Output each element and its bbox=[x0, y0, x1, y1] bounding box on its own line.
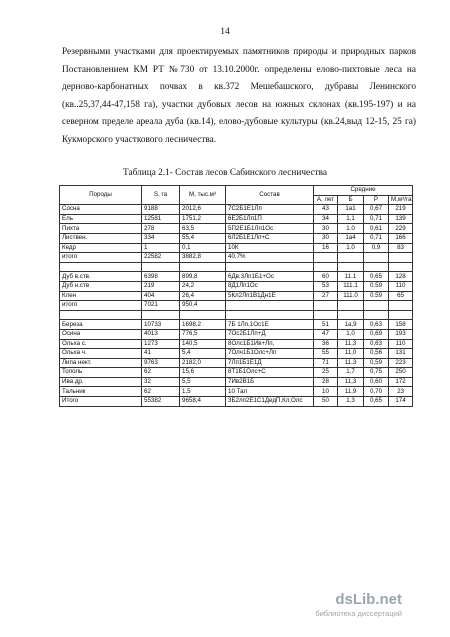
table-row bbox=[60, 387, 413, 397]
table-cell: 1751,2 bbox=[180, 214, 226, 224]
table-cell: 140,5 bbox=[180, 339, 226, 349]
header-stock-per-ha: М,м³/га bbox=[389, 195, 413, 205]
header-area: S, га bbox=[142, 186, 180, 205]
table-cell: 30 bbox=[314, 233, 338, 243]
table-cell: 9658,4 bbox=[180, 397, 226, 407]
table-cell: 7Олч1Б1Олс+Лп bbox=[226, 349, 314, 359]
table-cell: 6Е2Б1Лп1П bbox=[226, 214, 314, 224]
table-cell bbox=[314, 253, 338, 263]
table-cell: 10К bbox=[226, 243, 314, 253]
table-cell: 5Кл2Лп1В1Дн1Е bbox=[226, 291, 314, 301]
table-cell: 110 bbox=[389, 339, 413, 349]
table-cell: 9188 bbox=[142, 205, 180, 215]
table-cell: 0,69 bbox=[364, 329, 389, 339]
table-cell: 5,4 bbox=[180, 349, 226, 359]
table-row bbox=[60, 205, 413, 215]
table-cell: 1,5 bbox=[180, 387, 226, 397]
table-cell: 24,2 bbox=[180, 281, 226, 291]
header-age: А, лет bbox=[314, 195, 338, 205]
table-cell: 0,61 bbox=[364, 224, 389, 234]
table-cell: 60 bbox=[314, 272, 338, 282]
table-cell: 10 Тал bbox=[226, 387, 314, 397]
table-cell: 229 bbox=[389, 224, 413, 234]
table-cell: 111.0 bbox=[338, 291, 364, 301]
table-row bbox=[60, 272, 413, 282]
table-cell: 30 bbox=[314, 224, 338, 234]
table-row bbox=[60, 243, 413, 253]
spacer-cell bbox=[226, 310, 314, 320]
table-cell: 65 bbox=[389, 291, 413, 301]
table-cell: 28 bbox=[314, 377, 338, 387]
table-cell: Клен bbox=[60, 291, 142, 301]
table-cell: 2012,6 bbox=[180, 205, 226, 215]
table-cell: 63,5 bbox=[180, 224, 226, 234]
table-cell: 12581 bbox=[142, 214, 180, 224]
table-cell: Ива др. bbox=[60, 377, 142, 387]
table-cell: 40.7% bbox=[226, 253, 314, 263]
table-cell bbox=[314, 301, 338, 311]
table-cell: 131 bbox=[389, 349, 413, 359]
table-cell: 50 bbox=[314, 397, 338, 407]
table-cell bbox=[389, 301, 413, 311]
spacer-cell bbox=[142, 262, 180, 272]
table-cell: Итого bbox=[60, 397, 142, 407]
table-cell bbox=[338, 253, 364, 263]
table-cell: 11.1 bbox=[338, 272, 364, 282]
table-cell: 0,59 bbox=[364, 358, 389, 368]
table-cell: Листвен. bbox=[60, 233, 142, 243]
table-cell: 0,60 bbox=[364, 377, 389, 387]
table-cell bbox=[364, 301, 389, 311]
table-cell: 11,3 bbox=[338, 377, 364, 387]
table-cell bbox=[226, 301, 314, 311]
table-cell: 166 bbox=[389, 233, 413, 243]
table-cell: 43 bbox=[314, 205, 338, 215]
spacer-cell bbox=[338, 310, 364, 320]
table-cell: 158 bbox=[389, 320, 413, 330]
table-cell: 32 bbox=[142, 377, 180, 387]
body-paragraph: Резервными участками для проектируемых памятников природы и природных парков Постановлением КМ РТ №730 от 13.10.2000г. определены елово-пихтовые леса на дерново-карбонатных почвах в кв.372 Мешебашского, дубравы Ленинского (кв..25,37,44-47,158 га), участки дубовых лесов на южных склонах (кв.195-197) и на северном пределе ареала дуба (кв.14), елово-дубовые культуры (кв.24,выд 12-15, 25 га) Кукморского участкового лесничества. bbox=[62, 47, 416, 145]
table-row bbox=[60, 291, 413, 301]
table-cell bbox=[338, 301, 364, 311]
table-cell: Пихта bbox=[60, 224, 142, 234]
table-cell: 174 bbox=[389, 397, 413, 407]
header-averages: Средние bbox=[314, 186, 413, 196]
table-cell: 5,5 bbox=[180, 377, 226, 387]
table-row bbox=[60, 358, 413, 368]
table-cell: Сосна bbox=[60, 205, 142, 215]
spacer-cell bbox=[60, 310, 142, 320]
table-cell: 3Б2лп2Е1С1ДедП,Кл,Олс bbox=[226, 397, 314, 407]
table-cell: 334 bbox=[142, 233, 180, 243]
table-cell: итого bbox=[60, 301, 142, 311]
forest-composition-table bbox=[59, 185, 413, 407]
table-cell bbox=[389, 253, 413, 263]
table-row bbox=[60, 320, 413, 330]
table-cell: Кедр bbox=[60, 243, 142, 253]
table-cell: Ольха ч. bbox=[60, 349, 142, 359]
table-cell: 11,3 bbox=[338, 358, 364, 368]
watermark-subtitle: библиотека диссертаций bbox=[315, 609, 402, 618]
table-cell: 0,75 bbox=[364, 368, 389, 378]
table-cell: 0,63 bbox=[364, 320, 389, 330]
table-row bbox=[60, 281, 413, 291]
table-row bbox=[60, 368, 413, 378]
header-density: Р bbox=[364, 195, 389, 205]
table-cell: 36 bbox=[314, 339, 338, 349]
table-cell: Дуб в.ств. bbox=[60, 272, 142, 282]
table-cell: 5П2Е1Б1Лп1Ос bbox=[226, 224, 314, 234]
table-cell: 1.0 bbox=[338, 224, 364, 234]
table-body bbox=[60, 205, 413, 406]
spacer-cell bbox=[180, 262, 226, 272]
spacer-cell bbox=[338, 262, 364, 272]
table-cell: 41 bbox=[142, 349, 180, 359]
table-row bbox=[60, 253, 413, 263]
table-cell: 0.65 bbox=[364, 272, 389, 282]
spacer-cell bbox=[180, 310, 226, 320]
table-cell: 776,5 bbox=[180, 329, 226, 339]
table-cell: 53 bbox=[314, 281, 338, 291]
table-cell: 34 bbox=[314, 214, 338, 224]
table-cell: 25 bbox=[314, 368, 338, 378]
table-cell: 3882,8 bbox=[180, 253, 226, 263]
table-cell: 51 bbox=[314, 320, 338, 330]
table-cell: 404 bbox=[142, 291, 180, 301]
table-cell: 16 bbox=[314, 243, 338, 253]
table-cell: 9763 bbox=[142, 358, 180, 368]
table-cell: 71 bbox=[314, 358, 338, 368]
table-cell: 111.1 bbox=[338, 281, 364, 291]
spacer-cell bbox=[60, 262, 142, 272]
table-cell: 2182,0 bbox=[180, 358, 226, 368]
spacer-row bbox=[60, 310, 413, 320]
table-cell: 139 bbox=[389, 214, 413, 224]
table-cell: 55382 bbox=[142, 397, 180, 407]
table-cell: 7С2Б1Е1Лп bbox=[226, 205, 314, 215]
table-cell: 4013 bbox=[142, 329, 180, 339]
spacer-cell bbox=[364, 262, 389, 272]
table-cell: 0,70 bbox=[364, 387, 389, 397]
table-cell: 1а4 bbox=[338, 233, 364, 243]
table-cell: 0.59 bbox=[364, 281, 389, 291]
table-cell: 0,65 bbox=[364, 397, 389, 407]
table-cell: 7Ив2В1Б bbox=[226, 377, 314, 387]
table-caption: Таблица 2.1- Состав лесов Сабинского лесничества bbox=[123, 168, 327, 178]
table-cell: 7Ос2Б1Лп+Д bbox=[226, 329, 314, 339]
table-cell: 278 bbox=[142, 224, 180, 234]
table-cell: 10 bbox=[314, 387, 338, 397]
table-cell: 11,0 bbox=[338, 349, 364, 359]
table-cell: 0,9 bbox=[364, 243, 389, 253]
table-cell: 1,7 bbox=[338, 368, 364, 378]
table-cell: 7Лп1Б1Е1Д bbox=[226, 358, 314, 368]
table-cell: 1698,2 bbox=[180, 320, 226, 330]
table-cell: 10733 bbox=[142, 320, 180, 330]
table-cell: Ольха с. bbox=[60, 339, 142, 349]
header-composition: Состав bbox=[226, 186, 314, 205]
table-row bbox=[60, 329, 413, 339]
spacer-row bbox=[60, 262, 413, 272]
table-cell bbox=[364, 253, 389, 263]
table-cell: Дуб н.ств bbox=[60, 281, 142, 291]
table-cell: 950,4 bbox=[180, 301, 226, 311]
table-cell: 250 bbox=[389, 368, 413, 378]
spacer-cell bbox=[226, 262, 314, 272]
table-cell: 62 bbox=[142, 368, 180, 378]
table-cell: 193 bbox=[389, 329, 413, 339]
table-cell: 0,71 bbox=[364, 214, 389, 224]
table-cell: 22582 bbox=[142, 253, 180, 263]
table-cell: 219 bbox=[142, 281, 180, 291]
table-cell: 0,71 bbox=[364, 233, 389, 243]
table-cell: 1,1 bbox=[338, 214, 364, 224]
table-cell: 55,4 bbox=[180, 233, 226, 243]
table-cell: 0.59 bbox=[364, 291, 389, 301]
table-cell: 0,1 bbox=[180, 243, 226, 253]
table-cell: итого bbox=[60, 253, 142, 263]
table-row bbox=[60, 339, 413, 349]
table-row bbox=[60, 349, 413, 359]
table-cell: 110 bbox=[389, 281, 413, 291]
spacer-cell bbox=[142, 310, 180, 320]
table-cell: Липа нект. bbox=[60, 358, 142, 368]
table-row bbox=[60, 397, 413, 407]
table-cell: 11,3 bbox=[338, 339, 364, 349]
table-cell: 1,0 bbox=[338, 329, 364, 339]
table-cell: 6Л2Б1Е1Лп+С bbox=[226, 233, 314, 243]
table-cell: 1273 bbox=[142, 339, 180, 349]
table-cell: 62 bbox=[142, 387, 180, 397]
watermark-logo: dsLib.net bbox=[335, 591, 402, 608]
table-cell: 8Т1Б1Олс+С bbox=[226, 368, 314, 378]
table-cell: Береза bbox=[60, 320, 142, 330]
table-cell: 1а1 bbox=[338, 205, 364, 215]
table-row bbox=[60, 377, 413, 387]
header-bonitet: Б bbox=[338, 195, 364, 205]
table-cell: 1 bbox=[142, 243, 180, 253]
table-cell: 6Дв.3Лп1Б1+Ос bbox=[226, 272, 314, 282]
table-cell: 0,63 bbox=[364, 339, 389, 349]
table-cell: 1а,9 bbox=[338, 320, 364, 330]
table-cell: 6398 bbox=[142, 272, 180, 282]
spacer-cell bbox=[314, 262, 338, 272]
spacer-cell bbox=[389, 262, 413, 272]
page-number: 14 bbox=[220, 27, 230, 37]
table-cell: 172 bbox=[389, 377, 413, 387]
table-cell: 26,4 bbox=[180, 291, 226, 301]
table-cell: 128 bbox=[389, 272, 413, 282]
table-row bbox=[60, 224, 413, 234]
table-row bbox=[60, 233, 413, 243]
table-cell: 1,3 bbox=[338, 397, 364, 407]
table-row bbox=[60, 214, 413, 224]
table-cell: 27 bbox=[314, 291, 338, 301]
table-cell: 15,6 bbox=[180, 368, 226, 378]
table-cell: Ель bbox=[60, 214, 142, 224]
table-cell: Тополь bbox=[60, 368, 142, 378]
spacer-cell bbox=[314, 310, 338, 320]
table-cell: 8Олс1Б1Ив+Лп, bbox=[226, 339, 314, 349]
table-cell: 83 bbox=[389, 243, 413, 253]
table-cell: 55 bbox=[314, 349, 338, 359]
table-cell: 899,8 bbox=[180, 272, 226, 282]
table-cell: 23 bbox=[389, 387, 413, 397]
table-cell: 7021 bbox=[142, 301, 180, 311]
header-breed: Породы bbox=[60, 186, 142, 205]
table-row bbox=[60, 301, 413, 311]
table-cell: 219 bbox=[389, 205, 413, 215]
table-cell: Осина bbox=[60, 329, 142, 339]
spacer-cell bbox=[364, 310, 389, 320]
table-cell: 223 bbox=[389, 358, 413, 368]
table-cell: 1.0 bbox=[338, 243, 364, 253]
header-stock: M, тыс.м³ bbox=[180, 186, 226, 205]
table-cell: 7Б 1Лп,1Ос1Е bbox=[226, 320, 314, 330]
table-cell: 0,56 bbox=[364, 349, 389, 359]
spacer-cell bbox=[389, 310, 413, 320]
table-cell: 8Д1Лп1Ос bbox=[226, 281, 314, 291]
table-cell: 47 bbox=[314, 329, 338, 339]
table-cell: 11,9 bbox=[338, 387, 364, 397]
table-cell: 0,67 bbox=[364, 205, 389, 215]
table-cell: Тальник bbox=[60, 387, 142, 397]
